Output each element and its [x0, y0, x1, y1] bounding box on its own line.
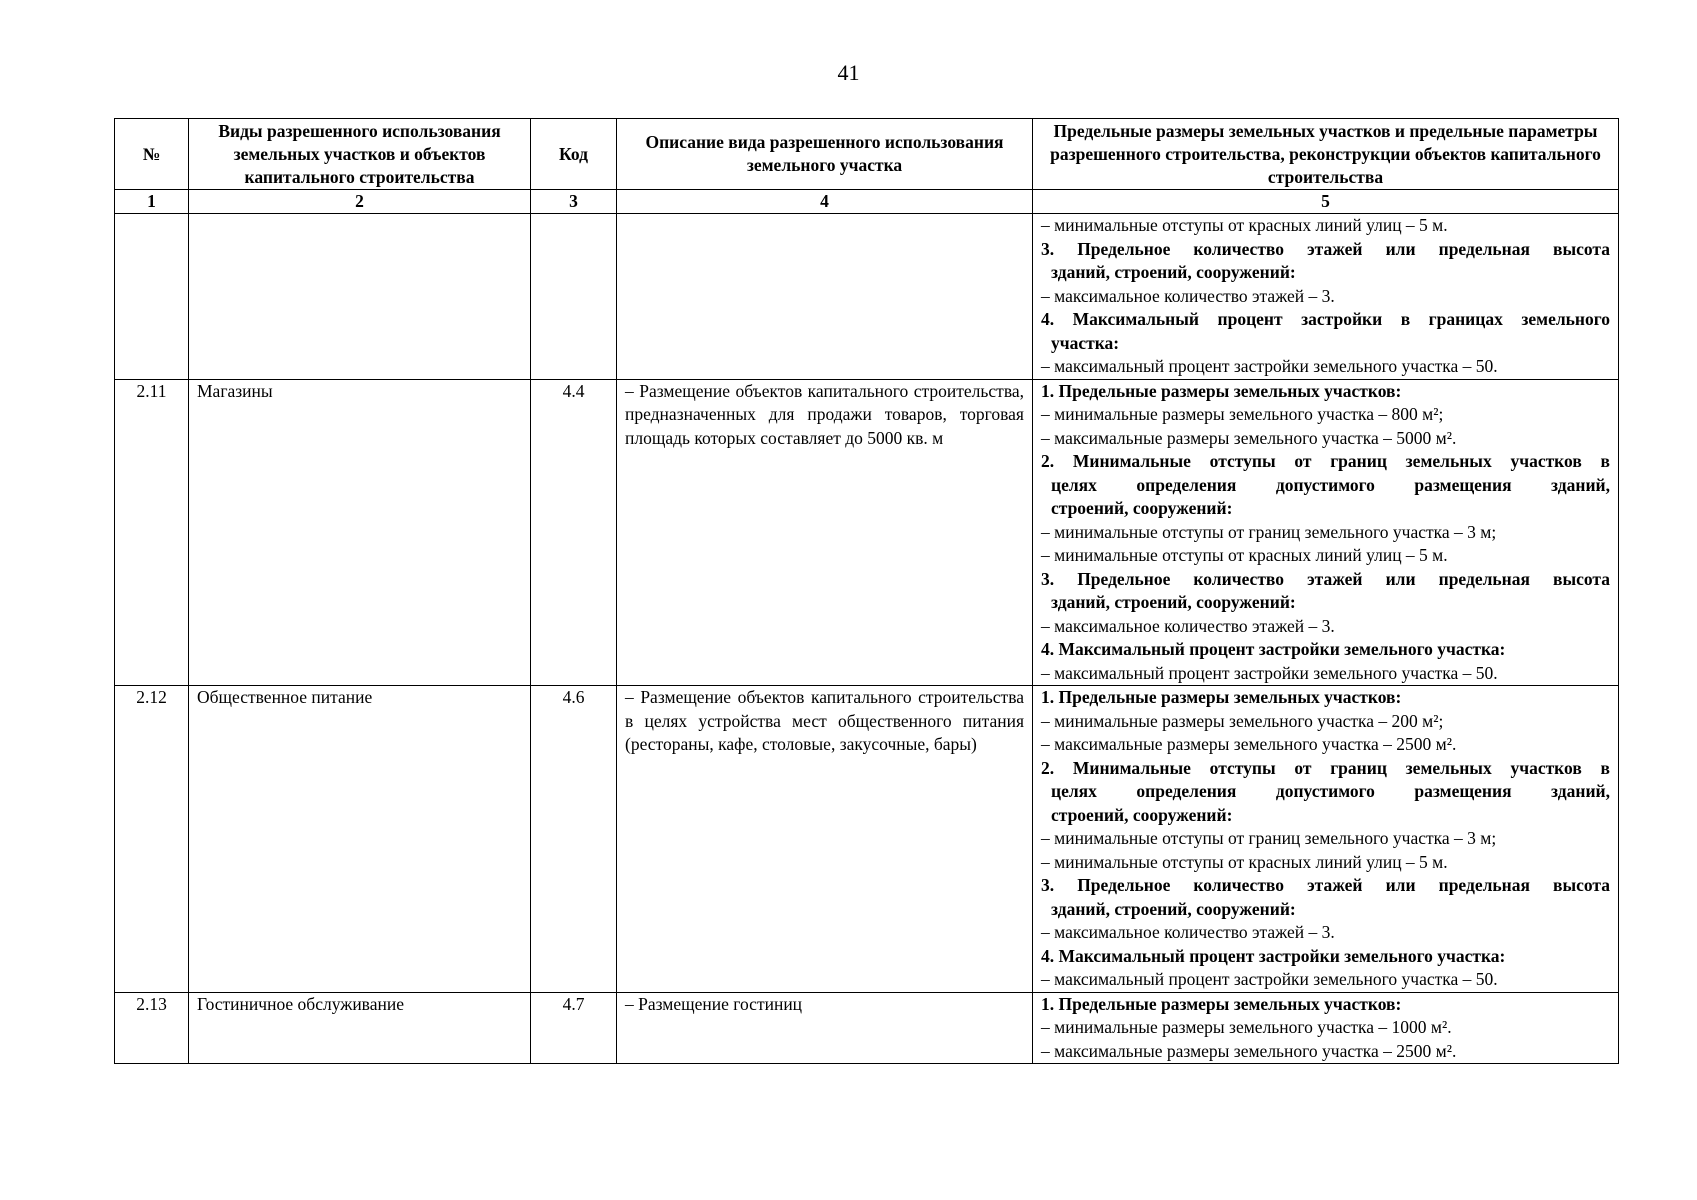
land-use-table: [114, 118, 1619, 1064]
table-header-row: [115, 119, 1619, 190]
parameter-line: строений, сооружений:: [1051, 804, 1233, 825]
column-number: 4: [617, 190, 1033, 214]
row-code: [531, 214, 617, 380]
column-number: 3: [531, 190, 617, 214]
row-number: 2.11: [115, 379, 189, 686]
table-row: [115, 214, 1619, 380]
row-parameters: [1033, 992, 1619, 1064]
parameter-line: – максимальные размеры земельного участка – 5000 м².: [1041, 427, 1457, 448]
parameter-line: 3. Предельное количество этажей или предельная высота: [1041, 238, 1610, 259]
column-number: 2: [189, 190, 531, 214]
parameter-line: зданий, строений, сооружений:: [1051, 898, 1296, 919]
parameter-line: 1. Предельные размеры земельных участков:: [1041, 993, 1402, 1014]
parameter-line: 1. Предельные размеры земельных участков:: [1041, 380, 1402, 401]
table-body: [115, 214, 1619, 1064]
table-row: [115, 992, 1619, 1064]
parameter-line: – максимальный процент застройки земельного участка – 50.: [1041, 969, 1498, 989]
parameter-line: – максимальный процент застройки земельного участка – 50.: [1041, 356, 1498, 376]
parameter-line: 2. Минимальные отступы от границ земельных участков в: [1041, 757, 1610, 778]
parameter-line: – максимальный процент застройки земельного участка – 50.: [1041, 662, 1498, 683]
header-use-type: Виды разрешенного использования земельных участков и объектов капитального строительства: [189, 119, 531, 190]
parameter-line: 1. Предельные размеры земельных участков:: [1041, 687, 1402, 707]
parameter-line: 2. Минимальные отступы от границ земельных участков в: [1041, 451, 1610, 471]
parameter-line: 4. Максимальный процент застройки земельного участка:: [1041, 639, 1506, 659]
parameter-line: – минимальные размеры земельного участка – 1000 м².: [1041, 1017, 1452, 1037]
row-description: [617, 214, 1033, 380]
parameter-line: 4. Максимальный процент застройки земельного участка:: [1041, 945, 1506, 966]
parameter-line: – минимальные отступы от границ земельного участка – 3 м;: [1041, 828, 1497, 848]
row-code: 4.7: [531, 992, 617, 1064]
parameter-line: – максимальное количество этажей – 3.: [1041, 285, 1335, 306]
column-number: 5: [1033, 190, 1619, 214]
parameter-line: – максимальное количество этажей – 3.: [1041, 615, 1335, 636]
parameter-line: 3. Предельное количество этажей или предельная высота: [1041, 875, 1610, 895]
parameter-line: целях определения допустимого размещения зданий,: [1051, 474, 1610, 495]
row-number: 2.12: [115, 686, 189, 993]
header-number: №: [115, 119, 189, 190]
row-description: – Размещение гостиниц: [617, 992, 1033, 1064]
table-row: [115, 379, 1619, 686]
parameter-line: – максимальное количество этажей – 3.: [1041, 922, 1335, 942]
parameter-line: участка:: [1051, 332, 1120, 353]
parameter-line: – минимальные отступы от красных линий улиц – 5 м.: [1041, 215, 1448, 235]
parameter-line: зданий, строений, сооружений:: [1051, 592, 1296, 612]
parameter-line: – минимальные отступы от красных линий улиц – 5 м.: [1041, 851, 1448, 872]
row-number: [115, 214, 189, 380]
parameter-line: целях определения допустимого размещения зданий,: [1051, 781, 1610, 801]
row-parameters: [1033, 214, 1619, 380]
row-description: – Размещение объектов капитального строительства, предназначенных для продажи товаров, торговая площадь которых составляет до 5000 кв. м: [617, 379, 1033, 686]
row-number: 2.13: [115, 992, 189, 1064]
parameter-line: – минимальные размеры земельного участка – 800 м²;: [1041, 404, 1444, 424]
header-parameters: Предельные размеры земельных участков и предельные параметры разрешенного строительства, реконструкции объектов капитального строительства: [1033, 119, 1619, 190]
parameter-line: – максимальные размеры земельного участка – 2500 м².: [1041, 1040, 1457, 1061]
table-row: [115, 686, 1619, 993]
row-code: 4.6: [531, 686, 617, 993]
row-parameters: [1033, 379, 1619, 686]
row-use-type: [189, 214, 531, 380]
row-use-type: Общественное питание: [189, 686, 531, 993]
row-description: – Размещение объектов капитального строительства в целях устройства мест общественного питания (рестораны, кафе, столовые, закусочные, бары): [617, 686, 1033, 993]
parameter-line: – минимальные отступы от красных линий улиц – 5 м.: [1041, 545, 1448, 565]
parameter-line: зданий, строений, сооружений:: [1051, 262, 1296, 282]
parameter-line: строений, сооружений:: [1051, 498, 1233, 518]
header-description: Описание вида разрешенного использования земельного участка: [617, 119, 1033, 190]
column-number: 1: [115, 190, 189, 214]
parameter-line: – максимальные размеры земельного участка – 2500 м².: [1041, 734, 1457, 754]
row-parameters: [1033, 686, 1619, 993]
parameter-line: 4. Максимальный процент застройки в границах земельного: [1041, 309, 1610, 329]
parameter-line: – минимальные отступы от границ земельного участка – 3 м;: [1041, 521, 1497, 542]
page-number: 41: [837, 60, 860, 85]
column-number-row: [115, 190, 1619, 214]
parameter-line: 3. Предельное количество этажей или предельная высота: [1041, 568, 1610, 589]
row-code: 4.4: [531, 379, 617, 686]
header-code: Код: [531, 119, 617, 190]
parameter-line: – минимальные размеры земельного участка – 200 м²;: [1041, 710, 1444, 731]
row-use-type: Гостиничное обслуживание: [189, 992, 531, 1064]
row-use-type: Магазины: [189, 379, 531, 686]
